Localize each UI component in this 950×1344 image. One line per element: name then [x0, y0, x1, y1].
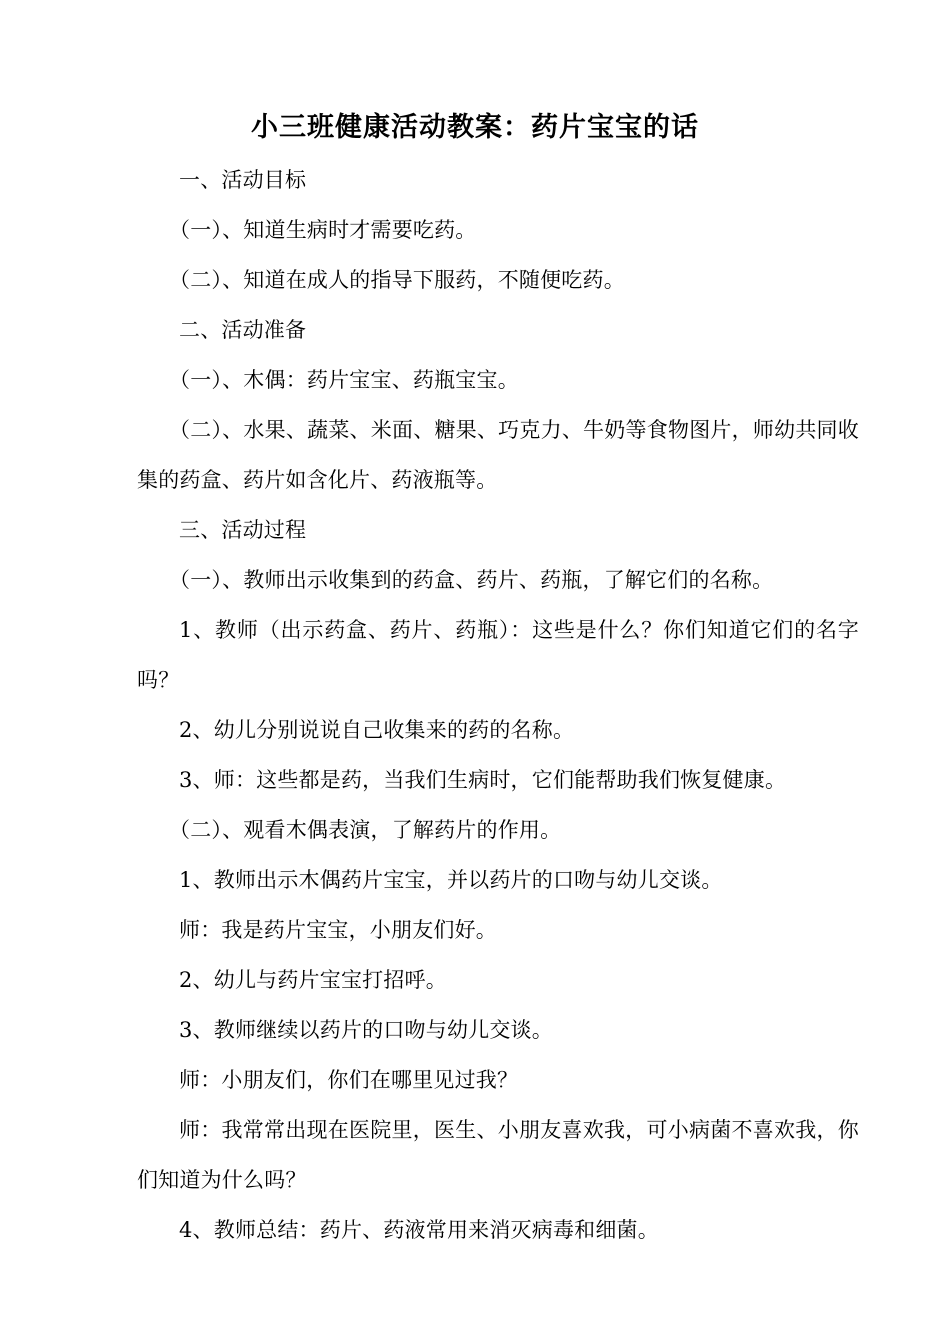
teacher-line-1: 师：我是药片宝宝，小朋友们好。	[179, 918, 497, 942]
goal-item-1: （一）、知道生病时才需要吃药。	[169, 218, 477, 242]
section-heading-preparation: 二、活动准备	[179, 318, 307, 342]
process-step-1-2: 2、幼儿分别说说自己收集来的药的名称。	[179, 718, 575, 742]
process-step-2-3: 3、教师继续以药片的口吻与幼儿交谈。	[179, 1018, 553, 1042]
goal-item-2: （二）、知道在成人的指导下服药，不随便吃药。	[169, 268, 625, 292]
section-heading-goals: 一、活动目标	[179, 168, 307, 192]
teacher-line-3: 师：我常常出现在医院里，医生、小朋友喜欢我，可小病菌不喜欢我，你们知道为什么吗？	[137, 1118, 859, 1192]
document-body	[137, 155, 859, 1255]
process-step-1-3: 3、师：这些都是药，当我们生病时，它们能帮助我们恢复健康。	[179, 768, 787, 792]
document-title: 小三班健康活动教案：药片宝宝的话	[251, 112, 699, 143]
preparation-item-2: （二）、水果、蔬菜、米面、糖果、巧克力、牛奶等食物图片，师幼共同收集的药盒、药片如含化片、药液瓶等。	[137, 418, 859, 492]
section-heading-process: 三、活动过程	[179, 518, 307, 542]
process-step-2: （二）、观看木偶表演，了解药片的作用。	[169, 818, 562, 842]
teacher-line-2: 师：小朋友们，你们在哪里见过我？	[179, 1068, 519, 1092]
process-step-2-4: 4、教师总结：药片、药液常用来消灭病毒和细菌。	[179, 1218, 659, 1242]
process-step-1: （一）、教师出示收集到的药盒、药片、药瓶，了解它们的名称。	[169, 568, 774, 592]
preparation-item-1: （一）、木偶：药片宝宝、药瓶宝宝。	[169, 368, 519, 392]
process-step-2-2: 2、幼儿与药片宝宝打招呼。	[179, 968, 447, 992]
process-step-2-1: 1、教师出示木偶药片宝宝，并以药片的口吻与幼儿交谈。	[179, 868, 723, 892]
process-step-1-1: 1、教师（出示药盒、药片、药瓶）：这些是什么？你们知道它们的名字吗？	[137, 618, 859, 692]
